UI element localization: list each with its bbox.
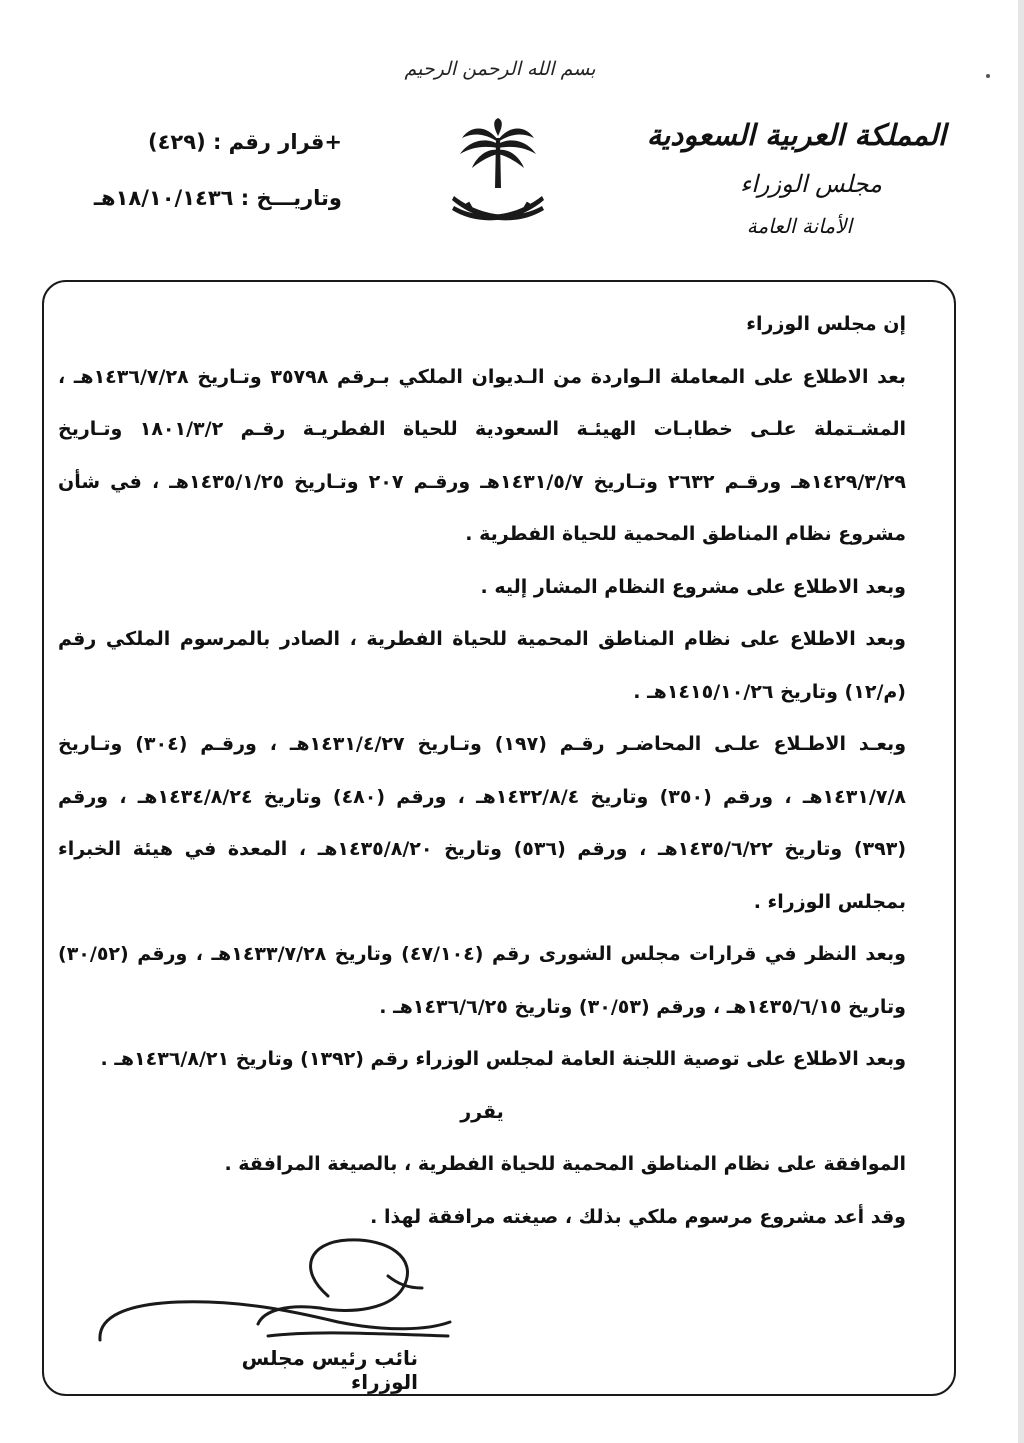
secretariat-title: الأمانة العامة: [746, 214, 852, 238]
body-paragraph: وبعـد الاطـلاع علـى المحاضـر رقـم (١٩٧) وتـاريخ ١٤٣١/٤/٢٧هـ ، ورقـم (٣٠٤) وتـاريخ ١٤٣١/٧/٨هـ ، ورقم (٣٥٠) وتاريخ ١٤٣٢/٨/٤هـ ، ورقم (٤٨٠) وتاريخ ١٤٣٤/٨/٢٤هـ ، ورقم (٣٩٣) وتاريخ ١٤٣٥/٦/٢٢هـ ، ورقم (٥٣٦) وتاريخ ١٤٣٥/٨/٢٠هـ ، المعدة في هيئة الخبراء بمجلس الوزراء .: [58, 733, 906, 913]
signatory-title: نائب رئيس مجلس الوزراء: [241, 1346, 418, 1394]
decides-heading: يقرر: [460, 1100, 504, 1123]
council-title: مجلس الوزراء: [739, 170, 882, 198]
opening-line: إن مجلس الوزراء: [746, 313, 906, 335]
resolution-paragraph: الموافقة على نظام المناطق المحمية للحياة الفطرية ، بالصيغة المرافقة .: [224, 1153, 906, 1175]
decision-meta: [52, 130, 342, 216]
body-paragraph: وبعد الاطلاع على مشروع النظام المشار إليه .: [480, 575, 906, 598]
body-paragraph: وبعد الاطلاع على نظام المناطق المحمية للحياة الفطرية ، الصادر بالمرسوم الملكي رقم (م/١٢) وتاريخ ١٤١٥/١٠/٢٦هـ .: [58, 628, 906, 703]
page-edge: [1018, 0, 1024, 1443]
resolution-paragraph: وقد أعد مشروع مرسوم ملكي بذلك ، صيغته مرافقة لهذا .: [370, 1205, 906, 1228]
decision-body: [58, 298, 906, 1243]
letterhead: [616, 118, 946, 238]
body-paragraph: بعد الاطلاع على المعاملة الـواردة من الـديوان الملكي بـرقم ٣٥٧٩٨ وتـاريخ ١٤٣٦/٧/٢٨هـ ، المشـتملة علـى خطابـات الهيئـة السعودية للحياة الفطريـة رقـم ١٨٠١/٣/٢ وتـاريخ ١٤٢٩/٣/٢٩هـ ورقـم ٢٦٣٢ وتـاريخ ١٤٣١/٥/٧هـ ورقـم ٢٠٧ وتـاريخ ١٤٣٥/١/٢٥هـ ، في شأن مشروع نظام المناطق المحمية للحياة الفطرية .: [58, 365, 907, 545]
kingdom-title: المملكة العربية السعودية: [646, 118, 946, 152]
saudi-emblem-icon: [448, 118, 548, 230]
body-paragraph: وبعد النظر في قرارات مجلس الشورى رقم (٤٧/١٠٤) وتاريخ ١٤٣٣/٧/٢٨هـ ، ورقم (٣٠/٥٢) وتاريخ ١٤٣٥/٦/١٥هـ ، ورقم (٣٠/٥٣) وتاريخ ١٤٣٦/٦/٢٥هـ .: [58, 943, 906, 1018]
decision-number: +قرار رقم : (٤٢٩): [148, 130, 342, 154]
paper-speck: [986, 74, 990, 78]
basmala: بسم الله الرحمن الرحيم: [404, 58, 596, 80]
body-paragraph: وبعد الاطلاع على توصية اللجنة العامة لمجلس الوزراء رقم (١٣٩٢) وتاريخ ١٤٣٦/٨/٢١هـ .: [100, 1048, 906, 1070]
decision-date: وتاريـــخ : ١٨/١٠/١٤٣٦هـ: [93, 186, 342, 210]
handwritten-signature: [88, 1236, 468, 1346]
